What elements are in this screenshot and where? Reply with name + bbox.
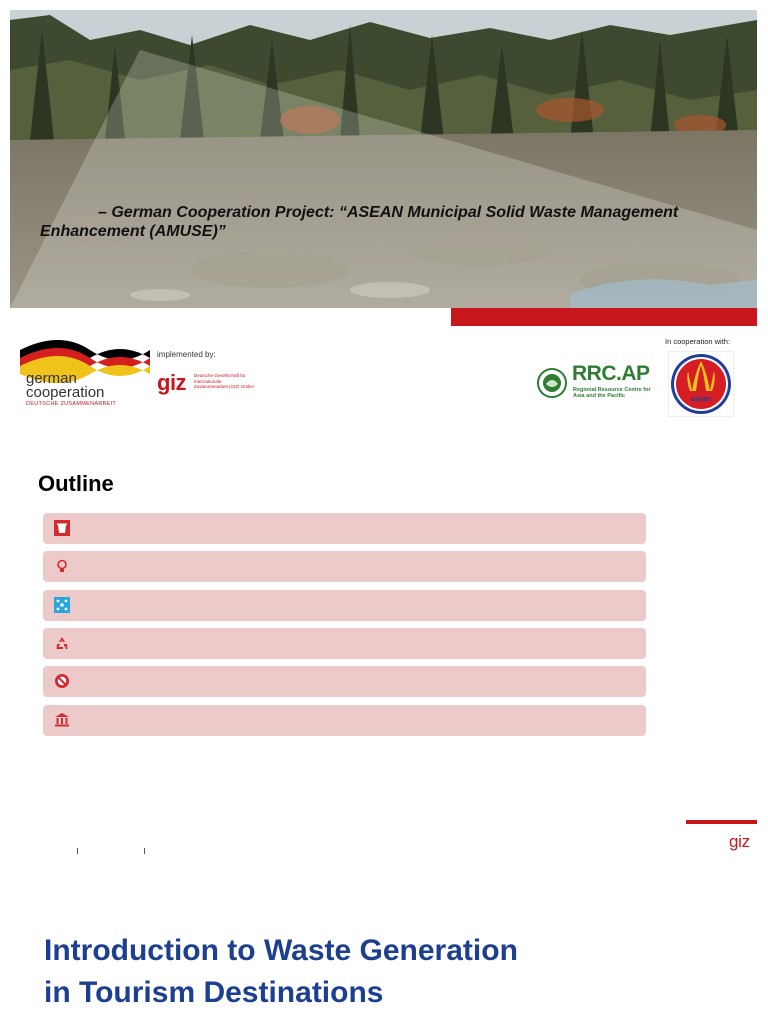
accent-bar-top xyxy=(451,308,757,326)
footer-divider-2 xyxy=(144,848,145,854)
outline-item-6[interactable] xyxy=(43,705,646,736)
giz-logo: giz xyxy=(157,370,187,395)
asean-logo xyxy=(668,351,734,417)
rrc-ap-title: RRC.AP xyxy=(572,362,650,385)
german-cooperation-text: german cooperation xyxy=(26,370,105,401)
outline-heading: Outline xyxy=(38,471,114,496)
page-title xyxy=(44,930,744,1014)
no-sign-icon xyxy=(54,673,70,689)
page-title-line-2: in Tourism Destinations xyxy=(44,976,384,1009)
asean-label: asean xyxy=(691,396,711,403)
institution-icon xyxy=(54,712,70,728)
outline-item-2[interactable] xyxy=(43,551,646,582)
project-subtitle xyxy=(40,203,720,241)
project-subtitle-line-2: Enhancement (AMUSE)” xyxy=(40,223,226,240)
german-cooperation-logo-block xyxy=(10,310,263,432)
footer-divider-1 xyxy=(77,848,78,854)
waste-bin-icon xyxy=(54,520,70,536)
hero-photo xyxy=(10,10,757,308)
rrc-ap-subtitle: Regional Resource Centre for Asia and the Pacific xyxy=(573,387,651,399)
recycle-icon xyxy=(54,635,70,651)
rrc-ap-emblem-icon xyxy=(536,364,568,402)
project-subtitle-line-1: – German Cooperation Project: “ASEAN Municipal Solid Waste Management xyxy=(98,204,679,221)
asean-emblem-icon xyxy=(668,351,734,417)
accent-bar-footer xyxy=(686,820,757,824)
in-cooperation-with-label: In cooperation with: xyxy=(665,337,731,346)
deutsche-zusammenarbeit-text: DEUTSCHE ZUSAMMENARBEIT xyxy=(26,401,117,407)
page-title-line-1: Introduction to Waste Generation xyxy=(44,934,518,967)
giz-full-name: Deutsche Gesellschaft für Internationale Zusammenarbeit (GIZ) GmbH xyxy=(194,373,254,389)
implemented-by-label: implemented by: xyxy=(157,350,216,359)
outline-item-5[interactable] xyxy=(43,666,646,697)
network-icon xyxy=(54,597,70,613)
outline-item-3[interactable] xyxy=(43,590,646,621)
hero-landscape-image xyxy=(10,10,757,308)
lightbulb-icon xyxy=(54,558,70,574)
outline-item-1[interactable] xyxy=(43,513,646,544)
giz-footer-logo: giz xyxy=(729,832,750,851)
outline-item-4[interactable] xyxy=(43,628,646,659)
